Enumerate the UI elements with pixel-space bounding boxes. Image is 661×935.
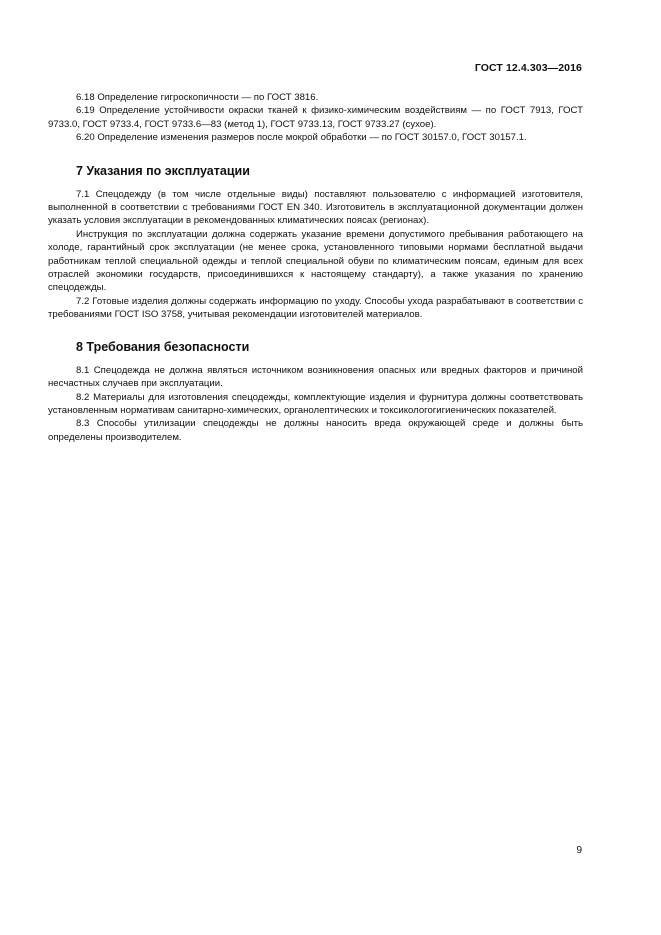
paragraph-7-1-instructions: Инструкция по эксплуатации должна содержать указание времени допустимого пребывания работающего на холоде, гарантийный срок эксплуатации (не менее срока, установленного типовыми нормами бесплатной выдачи работникам теплой специальной одежды и теплой специальной обуви по климатическим поясам, единым для всех отраслей экономики государств, присоединившихся к настоящему стандарту), а также указания по хранению спецодежды. [48, 228, 583, 294]
paragraph-7-2: 7.2 Готовые изделия должны содержать информацию по уходу. Способы ухода разрабатывают в соответствии с требованиями ГОСТ ISO 3758, учитывая рекомендации изготовителей материалов. [48, 295, 583, 321]
paragraph-6-20: 6.20 Определение изменения размеров после мокрой обработки — по ГОСТ 30157.0, ГОСТ 30157.1. [76, 132, 527, 144]
document-body [48, 91, 583, 444]
paragraph-6-18: 6.18 Определение гигроскопичности — по ГОСТ 3816. [76, 92, 319, 103]
section-7-title: 7 Указания по эксплуатации [76, 163, 250, 178]
paragraph-7-1: 7.1 Спецодежду (в том числе отдельные виды) поставляют пользователю с информацией изготовителя, выполненной в соответствии с требованиями ГОСТ EN 340. Изготовитель в эксплуатационной документации должен указать условия эксплуатации в рекомендованных климатических поясах (регионах). [48, 188, 583, 227]
document-code-header: ГОСТ 12.4.303—2016 [474, 62, 582, 74]
paragraph-8-3: 8.3 Способы утилизации спецодежды не должны наносить вреда окружающей среде и должны быть определены производителем. [48, 418, 583, 443]
section-8-title: 8 Требования безопасности [76, 339, 250, 354]
paragraph-8-2: 8.2 Материалы для изготовления спецодежды, комплектующие изделия и фурнитура должны соответствовать установленным нормативам санитарно-химических, органолептических и токсикологогигиенических показателей. [48, 391, 583, 416]
page-number: 9 [576, 845, 582, 856]
paragraph-6-19: 6.19 Определение устойчивости окраски тканей к физико-химическим воздействиям — по ГОСТ 7913, ГОСТ 9733.0, ГОСТ 9733.4, ГОСТ 9733.6—83 (метод 1), ГОСТ 9733.13, ГОСТ 9733.27 (сухое). [48, 105, 583, 130]
paragraph-8-1: 8.1 Спецодежда не должна являться источником возникновения опасных или вредных факторов и причиной несчастных случаев при эксплуатации. [48, 364, 583, 390]
